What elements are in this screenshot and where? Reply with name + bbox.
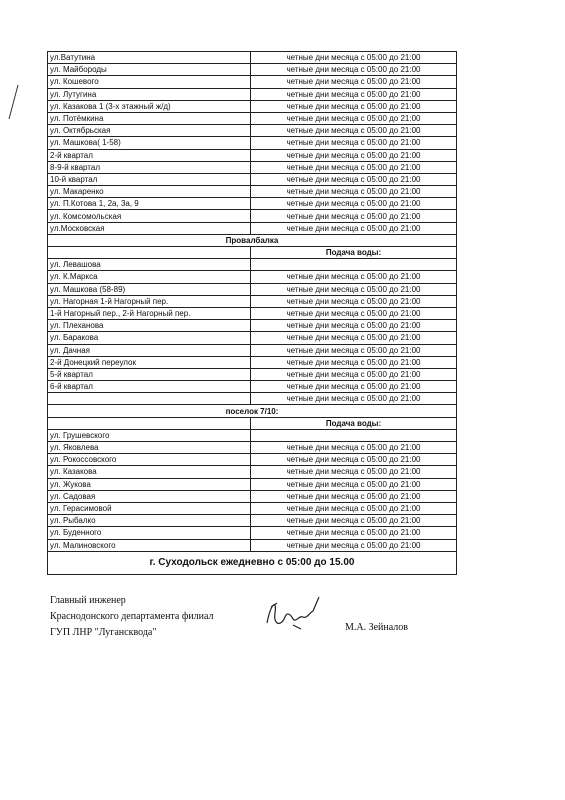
table-row [48, 466, 457, 478]
table-row [48, 368, 457, 380]
schedule-cell [251, 259, 457, 271]
section-header-blank [48, 247, 251, 259]
margin-pen-mark [6, 83, 20, 123]
street-cell: 2-й квартал [48, 149, 251, 161]
street-cell: ул. Кошевого [48, 76, 251, 88]
street-cell: ул. Октябрьская [48, 125, 251, 137]
street-cell: ул. Малиновского [48, 539, 251, 551]
schedule-cell: четные дни месяца с 05:00 до 21:00 [251, 149, 457, 161]
schedule-cell [251, 429, 457, 441]
signer-name: М.А. Зейналов [345, 622, 409, 633]
street-cell: ул. Рыбалко [48, 515, 251, 527]
street-cell: ул. Баракова [48, 332, 251, 344]
street-cell: ул. Комсомольская [48, 210, 251, 222]
section-header-row [48, 247, 457, 259]
table-row [48, 88, 457, 100]
sukhodolsk-schedule: г. Суходольск ежедневно с 05:00 до 15.00 [48, 551, 457, 574]
street-cell: ул. К.Маркса [48, 271, 251, 283]
table-row [48, 356, 457, 368]
street-cell: ул. Яковлева [48, 442, 251, 454]
schedule-cell: четные дни месяца с 05:00 до 21:00 [251, 210, 457, 222]
table-row [48, 283, 457, 295]
schedule-cell: четные дни месяца с 05:00 до 21:00 [251, 515, 457, 527]
table-row [48, 332, 457, 344]
table-row [48, 527, 457, 539]
street-cell [48, 393, 251, 405]
schedule-cell: четные дни месяца с 05:00 до 21:00 [251, 76, 457, 88]
street-cell: ул. П.Котова 1, 2а, 3а, 9 [48, 198, 251, 210]
schedule-cell: четные дни месяца с 05:00 до 21:00 [251, 161, 457, 173]
table-row [48, 259, 457, 271]
water-supply-header: Подача воды: [251, 417, 457, 429]
water-schedule-table [47, 51, 457, 575]
street-cell: ул. Нагорная 1-й Нагорный пер. [48, 295, 251, 307]
table-row [48, 393, 457, 405]
street-cell: ул. Дачная [48, 344, 251, 356]
signature-title-line-2: Краснодонского департамента филиал [50, 611, 214, 622]
schedule-cell: четные дни месяца с 05:00 до 21:00 [251, 88, 457, 100]
section-title: поселок 7/10: [48, 405, 457, 417]
table-row [48, 210, 457, 222]
table-row [48, 429, 457, 441]
table-row [48, 198, 457, 210]
street-cell: ул. Герасимовой [48, 502, 251, 514]
street-cell: ул. Рокоссовского [48, 454, 251, 466]
table-row [48, 320, 457, 332]
schedule-cell: четные дни месяца с 05:00 до 21:00 [251, 295, 457, 307]
section-title: Провалбалка [48, 234, 457, 246]
street-cell: ул.Московская [48, 222, 251, 234]
section-header-blank [48, 417, 251, 429]
table-row [48, 454, 457, 466]
table-row [48, 271, 457, 283]
schedule-cell: четные дни месяца с 05:00 до 21:00 [251, 466, 457, 478]
schedule-cell: четные дни месяца с 05:00 до 21:00 [251, 125, 457, 137]
table-row [48, 478, 457, 490]
table-row [48, 344, 457, 356]
schedule-cell: четные дни месяца с 05:00 до 21:00 [251, 490, 457, 502]
street-cell: 2-й Донецкий переулок [48, 356, 251, 368]
schedule-cell: четные дни месяца с 05:00 до 21:00 [251, 356, 457, 368]
street-cell: ул.Ватутина [48, 52, 251, 64]
table-row [48, 173, 457, 185]
table-row [48, 64, 457, 76]
street-cell: ул. Буденного [48, 527, 251, 539]
schedule-cell: четные дни месяца с 05:00 до 21:00 [251, 478, 457, 490]
schedule-cell: четные дни месяца с 05:00 до 21:00 [251, 368, 457, 380]
table-row [48, 381, 457, 393]
table-row [48, 490, 457, 502]
street-cell: ул. Машкова( 1-58) [48, 137, 251, 149]
handwritten-signature [263, 593, 323, 635]
table-row [48, 125, 457, 137]
footer-row [48, 551, 457, 574]
schedule-cell: четные дни месяца с 05:00 до 21:00 [251, 320, 457, 332]
section-header-row [48, 417, 457, 429]
water-supply-header: Подача воды: [251, 247, 457, 259]
table-row [48, 137, 457, 149]
schedule-cell: четные дни месяца с 05:00 до 21:00 [251, 186, 457, 198]
section-row [48, 405, 457, 417]
schedule-cell: четные дни месяца с 05:00 до 21:00 [251, 307, 457, 319]
table-row [48, 222, 457, 234]
schedule-cell: четные дни месяца с 05:00 до 21:00 [251, 100, 457, 112]
street-cell: 6-й квартал [48, 381, 251, 393]
street-cell: ул. Плеханова [48, 320, 251, 332]
signature-title-line-3: ГУП ЛНР "Луганскводa" [50, 627, 157, 638]
street-cell: 10-й квартал [48, 173, 251, 185]
schedule-cell: четные дни месяца с 05:00 до 21:00 [251, 222, 457, 234]
table-row [48, 442, 457, 454]
table-row [48, 161, 457, 173]
table-row [48, 515, 457, 527]
table-row [48, 100, 457, 112]
schedule-cell: четные дни месяца с 05:00 до 21:00 [251, 442, 457, 454]
street-cell: ул. Грушевского [48, 429, 251, 441]
schedule-cell: четные дни месяца с 05:00 до 21:00 [251, 52, 457, 64]
table-row [48, 307, 457, 319]
street-cell: ул. Машкова (58-89) [48, 283, 251, 295]
schedule-cell: четные дни месяца с 05:00 до 21:00 [251, 332, 457, 344]
table-row [48, 502, 457, 514]
schedule-cell: четные дни месяца с 05:00 до 21:00 [251, 454, 457, 466]
schedule-cell: четные дни месяца с 05:00 до 21:00 [251, 283, 457, 295]
table-row [48, 539, 457, 551]
schedule-cell: четные дни месяца с 05:00 до 21:00 [251, 112, 457, 124]
schedule-cell: четные дни месяца с 05:00 до 21:00 [251, 64, 457, 76]
schedule-cell: четные дни месяца с 05:00 до 21:00 [251, 173, 457, 185]
schedule-cell: четные дни месяца с 05:00 до 21:00 [251, 381, 457, 393]
street-cell: ул. Жукова [48, 478, 251, 490]
schedule-cell: четные дни месяца с 05:00 до 21:00 [251, 344, 457, 356]
schedule-cell: четные дни месяца с 05:00 до 21:00 [251, 502, 457, 514]
street-cell: ул. Казакова 1 (3-х этажный ж/д) [48, 100, 251, 112]
table-row [48, 76, 457, 88]
street-cell: ул. Садовая [48, 490, 251, 502]
schedule-cell: четные дни месяца с 05:00 до 21:00 [251, 271, 457, 283]
table-row [48, 149, 457, 161]
street-cell: ул. Левашова [48, 259, 251, 271]
table-row [48, 186, 457, 198]
schedule-table-body [48, 52, 457, 575]
table-row [48, 52, 457, 64]
signature-block [50, 593, 214, 641]
schedule-cell: четные дни месяца с 05:00 до 21:00 [251, 198, 457, 210]
street-cell: ул. Казакова [48, 466, 251, 478]
street-cell: ул. Лутугина [48, 88, 251, 100]
schedule-cell: четные дни месяца с 05:00 до 21:00 [251, 539, 457, 551]
schedule-cell: четные дни месяца с 05:00 до 21:00 [251, 393, 457, 405]
street-cell: ул. Макаренко [48, 186, 251, 198]
signature-title-line-1: Главный инженер [50, 595, 126, 606]
street-cell: 8-9-й квартал [48, 161, 251, 173]
schedule-cell: четные дни месяца с 05:00 до 21:00 [251, 527, 457, 539]
table-row [48, 112, 457, 124]
street-cell: 5-й квартал [48, 368, 251, 380]
street-cell: ул. Потёмкина [48, 112, 251, 124]
table-row [48, 295, 457, 307]
schedule-cell: четные дни месяца с 05:00 до 21:00 [251, 137, 457, 149]
section-row [48, 234, 457, 246]
street-cell: 1-й Нагорный пер., 2-й Нагорный пер. [48, 307, 251, 319]
street-cell: ул. Майбороды [48, 64, 251, 76]
